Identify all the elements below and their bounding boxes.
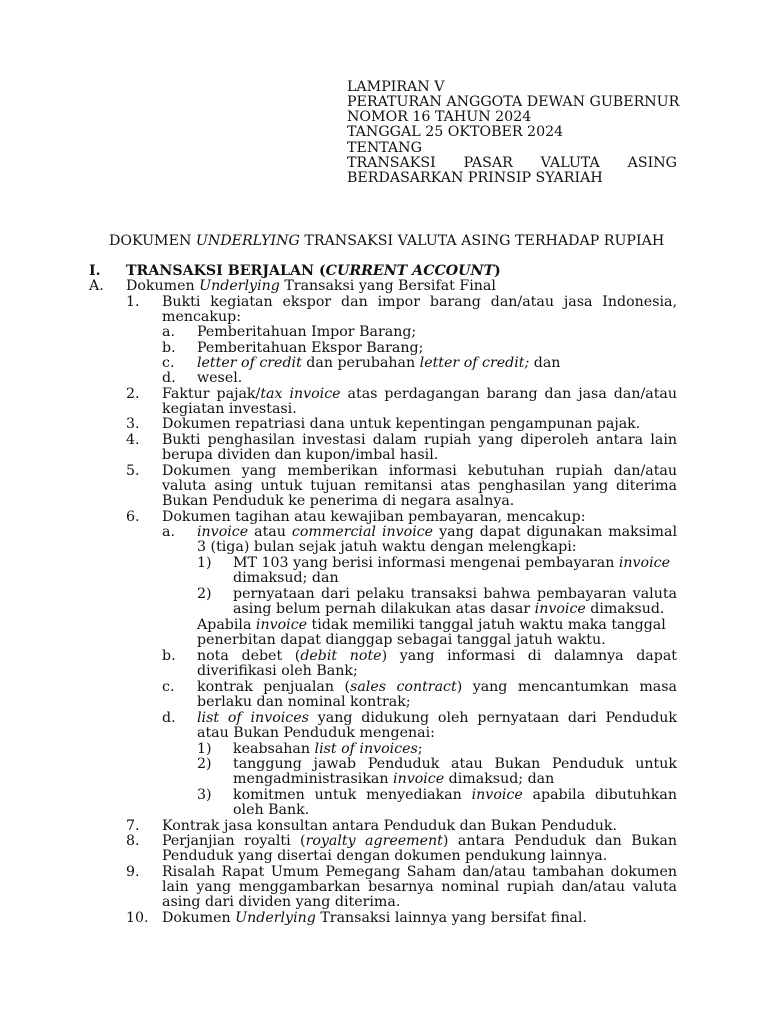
item-text: Bukti kegiatan ekspor dan impor barang dan/atau jasa Indonesia,: [162, 294, 677, 310]
item-number: 1.: [126, 294, 140, 310]
sub-sub-item-number: 1): [197, 555, 212, 571]
item-text: Perjanjian royalti (royalty agreement) antara Penduduk dan Bukan: [162, 833, 677, 849]
sub-sub-item-number: 2): [197, 586, 212, 602]
sub-sub-item-number: 2): [197, 756, 212, 772]
sub-sub-item-text: komitmen untuk menyediakan invoice apabila dibutuhkan: [233, 787, 677, 803]
regulation-date: TANGGAL 25 OKTOBER 2024: [347, 124, 564, 140]
section-number: I.: [89, 263, 101, 279]
item-text: kegiatan investasi.: [162, 401, 297, 417]
item-text: Dokumen repatriasi dana untuk kepentingan pengampunan pajak.: [162, 416, 641, 432]
sub-sub-item-number: 3): [197, 787, 212, 803]
sub-item-letter: c.: [162, 355, 175, 371]
item-text: Dokumen Underlying Transaksi lainnya yang bersifat final.: [162, 910, 587, 926]
item-text: Bukti penghasilan investasi dalam rupiah yang diperoleh antara lain: [162, 432, 677, 448]
item-text: Bukan Penduduk ke penerima di negara asalnya.: [162, 493, 515, 509]
item-text: Dokumen yang memberikan informasi kebutuhan rupiah dan/atau: [162, 463, 677, 479]
item-number: 7.: [126, 818, 140, 834]
sub-item-text: invoice atau commercial invoice yang dapat digunakan maksimal: [197, 524, 677, 540]
regulation-subject-line-1: TRANSAKSI PASAR VALUTA ASING: [347, 155, 677, 171]
section-heading: TRANSAKSI BERJALAN (CURRENT ACCOUNT): [126, 263, 501, 279]
note-text: Apabila invoice tidak memiliki tanggal jatuh waktu maka tanggal: [197, 617, 666, 633]
item-number: 3.: [126, 416, 140, 432]
sub-sub-item-text: tanggung jawab Penduduk atau Bukan Penduduk untuk: [233, 756, 677, 772]
item-number: 4.: [126, 432, 140, 448]
sub-sub-item-text: MT 103 yang berisi informasi mengenai pembayaran invoice: [233, 555, 670, 571]
sub-item-text: diverifikasi oleh Bank;: [197, 663, 358, 679]
sub-sub-item-text: keabsahan list of invoices;: [233, 741, 423, 757]
sub-item-letter: c.: [162, 679, 175, 695]
item-number: 10.: [126, 910, 149, 926]
document-title: DOKUMEN UNDERLYING TRANSAKSI VALUTA ASING TERHADAP RUPIAH: [109, 233, 665, 249]
tentang-label: TENTANG: [347, 140, 422, 156]
item-number: 2.: [126, 386, 140, 402]
item-text: Penduduk yang disertai dengan dokumen pendukung lainnya.: [162, 848, 608, 864]
item-text: mencakup:: [162, 309, 241, 325]
item-text: berupa dividen dan kupon/imbal hasil.: [162, 447, 439, 463]
item-text: asing dari dividen yang diterima.: [162, 894, 401, 910]
subsection-letter: A.: [89, 278, 104, 294]
regulation-number: NOMOR 16 TAHUN 2024: [347, 109, 532, 125]
sub-item-letter: b.: [162, 648, 176, 664]
sub-item-text: berlaku dan nominal kontrak;: [197, 694, 411, 710]
sub-sub-item-number: 1): [197, 741, 212, 757]
item-number: 8.: [126, 833, 140, 849]
note-text: penerbitan dapat dianggap sebagai tanggal jatuh waktu.: [197, 632, 606, 648]
sub-item-letter: a.: [162, 324, 175, 340]
sub-sub-item-text: asing belum pernah dilakukan atas dasar invoice dimaksud.: [233, 601, 665, 617]
item-text: Kontrak jasa konsultan antara Penduduk dan Bukan Penduduk.: [162, 818, 618, 834]
regulation-title: PERATURAN ANGGOTA DEWAN GUBERNUR: [347, 94, 680, 110]
sub-item-text: nota debet (debit note) yang informasi di dalamnya dapat: [197, 648, 677, 664]
sub-item-text: 3 (tiga) bulan sejak jatuh waktu dengan melengkapi:: [197, 539, 577, 555]
lampiran-label: LAMPIRAN V: [347, 79, 445, 95]
item-text: Risalah Rapat Umum Pemegang Saham dan/atau tambahan dokumen: [162, 864, 677, 880]
regulation-subject-line-2: BERDASARKAN PRINSIP SYARIAH: [347, 170, 603, 186]
sub-item-text: list of invoices yang didukung oleh pernyataan dari Penduduk: [197, 710, 677, 726]
sub-item-text: Pemberitahuan Ekspor Barang;: [197, 340, 424, 356]
item-number: 5.: [126, 463, 140, 479]
item-number: 9.: [126, 864, 140, 880]
sub-sub-item-text: mengadministrasikan invoice dimaksud; dan: [233, 771, 555, 787]
sub-item-text: kontrak penjualan (sales contract) yang mencantumkan masa: [197, 679, 677, 695]
item-text: valuta asing untuk tujuan remitansi atas penghasilan yang diterima: [162, 478, 677, 494]
item-text: Faktur pajak/tax invoice atas perdagangan barang dan jasa dan/atau: [162, 386, 677, 402]
item-text: lain yang menggambarkan besarnya nominal rupiah dan/atau valuta: [162, 879, 677, 895]
item-text: Dokumen tagihan atau kewajiban pembayaran, mencakup:: [162, 509, 586, 525]
sub-item-letter: a.: [162, 524, 175, 540]
sub-item-text: wesel.: [197, 370, 243, 386]
sub-item-text: atau Bukan Penduduk mengenai:: [197, 725, 435, 741]
sub-item-letter: d.: [162, 710, 176, 726]
sub-sub-item-text: oleh Bank.: [233, 802, 310, 818]
subsection-heading: Dokumen Underlying Transaksi yang Bersifat Final: [126, 278, 496, 294]
item-number: 6.: [126, 509, 140, 525]
sub-item-text: letter of credit dan perubahan letter of credit; dan: [197, 355, 561, 371]
sub-item-text: Pemberitahuan Impor Barang;: [197, 324, 417, 340]
sub-item-letter: b.: [162, 340, 176, 356]
sub-sub-item-text: dimaksud; dan: [233, 570, 339, 586]
sub-sub-item-text: pernyataan dari pelaku transaksi bahwa pembayaran valuta: [233, 586, 677, 602]
sub-item-letter: d.: [162, 370, 176, 386]
